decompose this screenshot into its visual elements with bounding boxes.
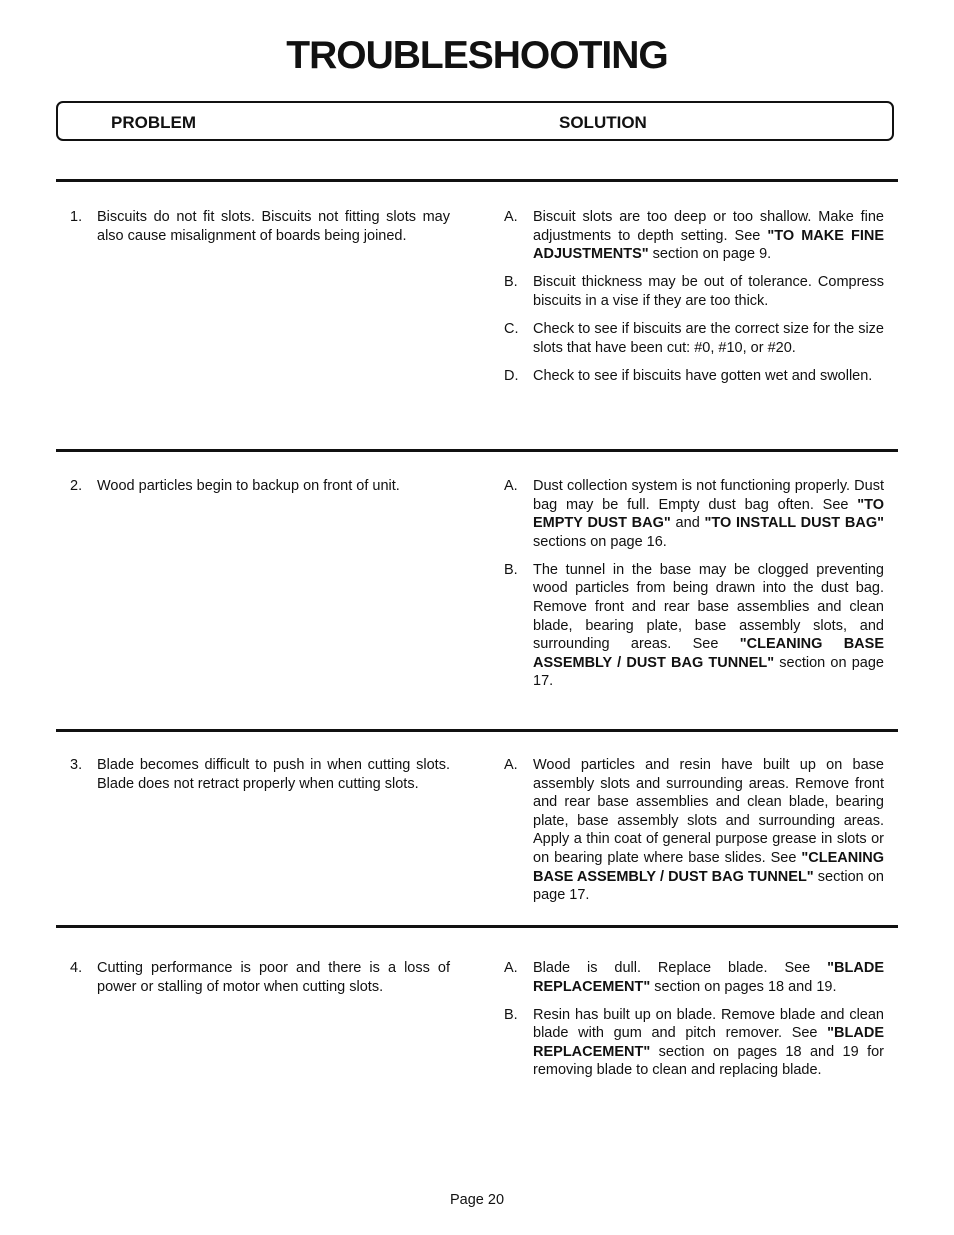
solution-item (504, 561, 884, 691)
solution-text (533, 1006, 884, 1080)
problem-column-header: PROBLEM (111, 113, 196, 132)
solution-text-run: section on pages 18 and 19 for removing blade to clean and replacing blade. (533, 1043, 884, 1079)
solution-text-run: Biscuit thickness may be out of tolerance. Compress biscuits in a vise if they are too thick. (533, 274, 884, 309)
problem-text: Wood particles begin to backup on front of unit. (97, 478, 400, 494)
problem-text: Blade becomes difficult to push in when cutting slots. Blade does not retract properly when cutting slots. (97, 757, 450, 792)
problem-item (70, 756, 450, 793)
solution-text (533, 756, 884, 905)
solution-item (504, 367, 884, 386)
solution-letter: D. (504, 367, 519, 384)
problem-item (70, 959, 450, 996)
solution-text-run: Blade is dull. Replace blade. See (533, 960, 828, 976)
section-divider (56, 449, 898, 452)
solution-letter: A. (504, 478, 518, 494)
solution-item (504, 208, 884, 264)
solution-text-run: sections on page 16. (533, 533, 667, 550)
solution-item (504, 320, 884, 357)
problem-text: Cutting performance is poor and there is a loss of power or stalling of motor when cutting slots. (97, 960, 450, 995)
solution-item (504, 959, 884, 996)
section-reference: "TO MAKE FINE ADJUSTMENTS" (533, 227, 884, 263)
problem-text: Biscuits do not fit slots. Biscuits not fitting slots may also cause misalignment of boards being joined. (97, 209, 450, 244)
problem-item (70, 208, 450, 245)
solution-list (504, 756, 884, 914)
section-reference: "CLEANING BASE ASSEMBLY / DUST BAG TUNNEL" (533, 636, 884, 671)
solution-text-run: section on page 9. (648, 246, 772, 263)
solution-text-run: section on page 17. (533, 654, 884, 690)
solution-item (504, 477, 884, 551)
solution-text-run: Resin has built up on blade. Remove blade and clean blade with gum and pitch remover. See (533, 1006, 884, 1042)
problem-number: 2. (70, 478, 83, 494)
problem-number: 3. (70, 757, 83, 773)
solution-text-run: Check to see if biscuits are the correct size for the size slots that have been cut: #0, #10, or #20. (533, 320, 884, 356)
solution-letter: B. (504, 1006, 518, 1023)
solution-text-run: and (670, 515, 705, 532)
solution-text-run: Check to see if biscuits have gotten wet and swollen. (533, 367, 873, 384)
solution-letter: A. (504, 209, 518, 225)
solution-item (504, 756, 884, 905)
table-header (56, 101, 894, 141)
section-reference: "CLEANING BASE ASSEMBLY / DUST BAG TUNNEL" (533, 849, 884, 885)
solution-list (504, 959, 884, 1090)
solution-column-header: SOLUTION (559, 113, 647, 132)
section-divider (56, 925, 898, 928)
solution-letter: B. (504, 274, 518, 291)
page-title: TROUBLESHOOTING (286, 34, 668, 77)
section-reference: "BLADE REPLACEMENT" (533, 1025, 884, 1060)
solution-text-run: Dust collection system is not functioning properly. Dust bag may be full. Empty dust bag often. See (533, 478, 884, 513)
solution-text (533, 959, 884, 996)
solution-letter: C. (504, 320, 519, 337)
page-number: Page 20 (449, 1192, 505, 1208)
solution-list (504, 208, 884, 395)
solution-text (533, 477, 884, 551)
solution-letter: B. (504, 561, 518, 578)
solution-text-run: section on page 17. (533, 868, 884, 904)
solution-list (504, 477, 884, 701)
problem-number: 1. (70, 209, 83, 225)
section-divider (56, 179, 898, 182)
solution-text-run: Wood particles and resin have built up on base assembly slots and surrounding areas. Remove front and rear base assemblies and clean blade, bearing plate, base assembly slots and surrounding areas. Apply a thin coat of general purpose grease in slots or on bearing plate where base slides. See (533, 757, 884, 866)
solution-text (533, 273, 884, 310)
solution-text (533, 367, 884, 386)
solution-item (504, 273, 884, 310)
solution-letter: A. (504, 757, 518, 773)
section-divider (56, 729, 898, 732)
solution-text-run: section on pages 18 and 19. (650, 978, 837, 995)
solution-text (533, 561, 884, 691)
solution-letter: A. (504, 960, 518, 976)
section-reference: "TO EMPTY DUST BAG" (533, 496, 884, 532)
problem-number: 4. (70, 960, 83, 976)
solution-text (533, 208, 884, 264)
section-reference: "BLADE REPLACEMENT" (533, 960, 884, 995)
solution-text-run: Biscuit slots are too deep or too shallow. Make fine adjustments to depth setting. See (533, 209, 884, 244)
solution-item (504, 1006, 884, 1080)
solution-text-run: The tunnel in the base may be clogged preventing wood particles from being drawn into the dust bag. Remove front and rear base assemblies and clean blade, bearing plate, base assembly slots, and surrounding areas. See (533, 561, 884, 653)
solution-text (533, 320, 884, 357)
section-reference: "TO INSTALL DUST BAG" (704, 515, 884, 532)
problem-item (70, 477, 450, 496)
